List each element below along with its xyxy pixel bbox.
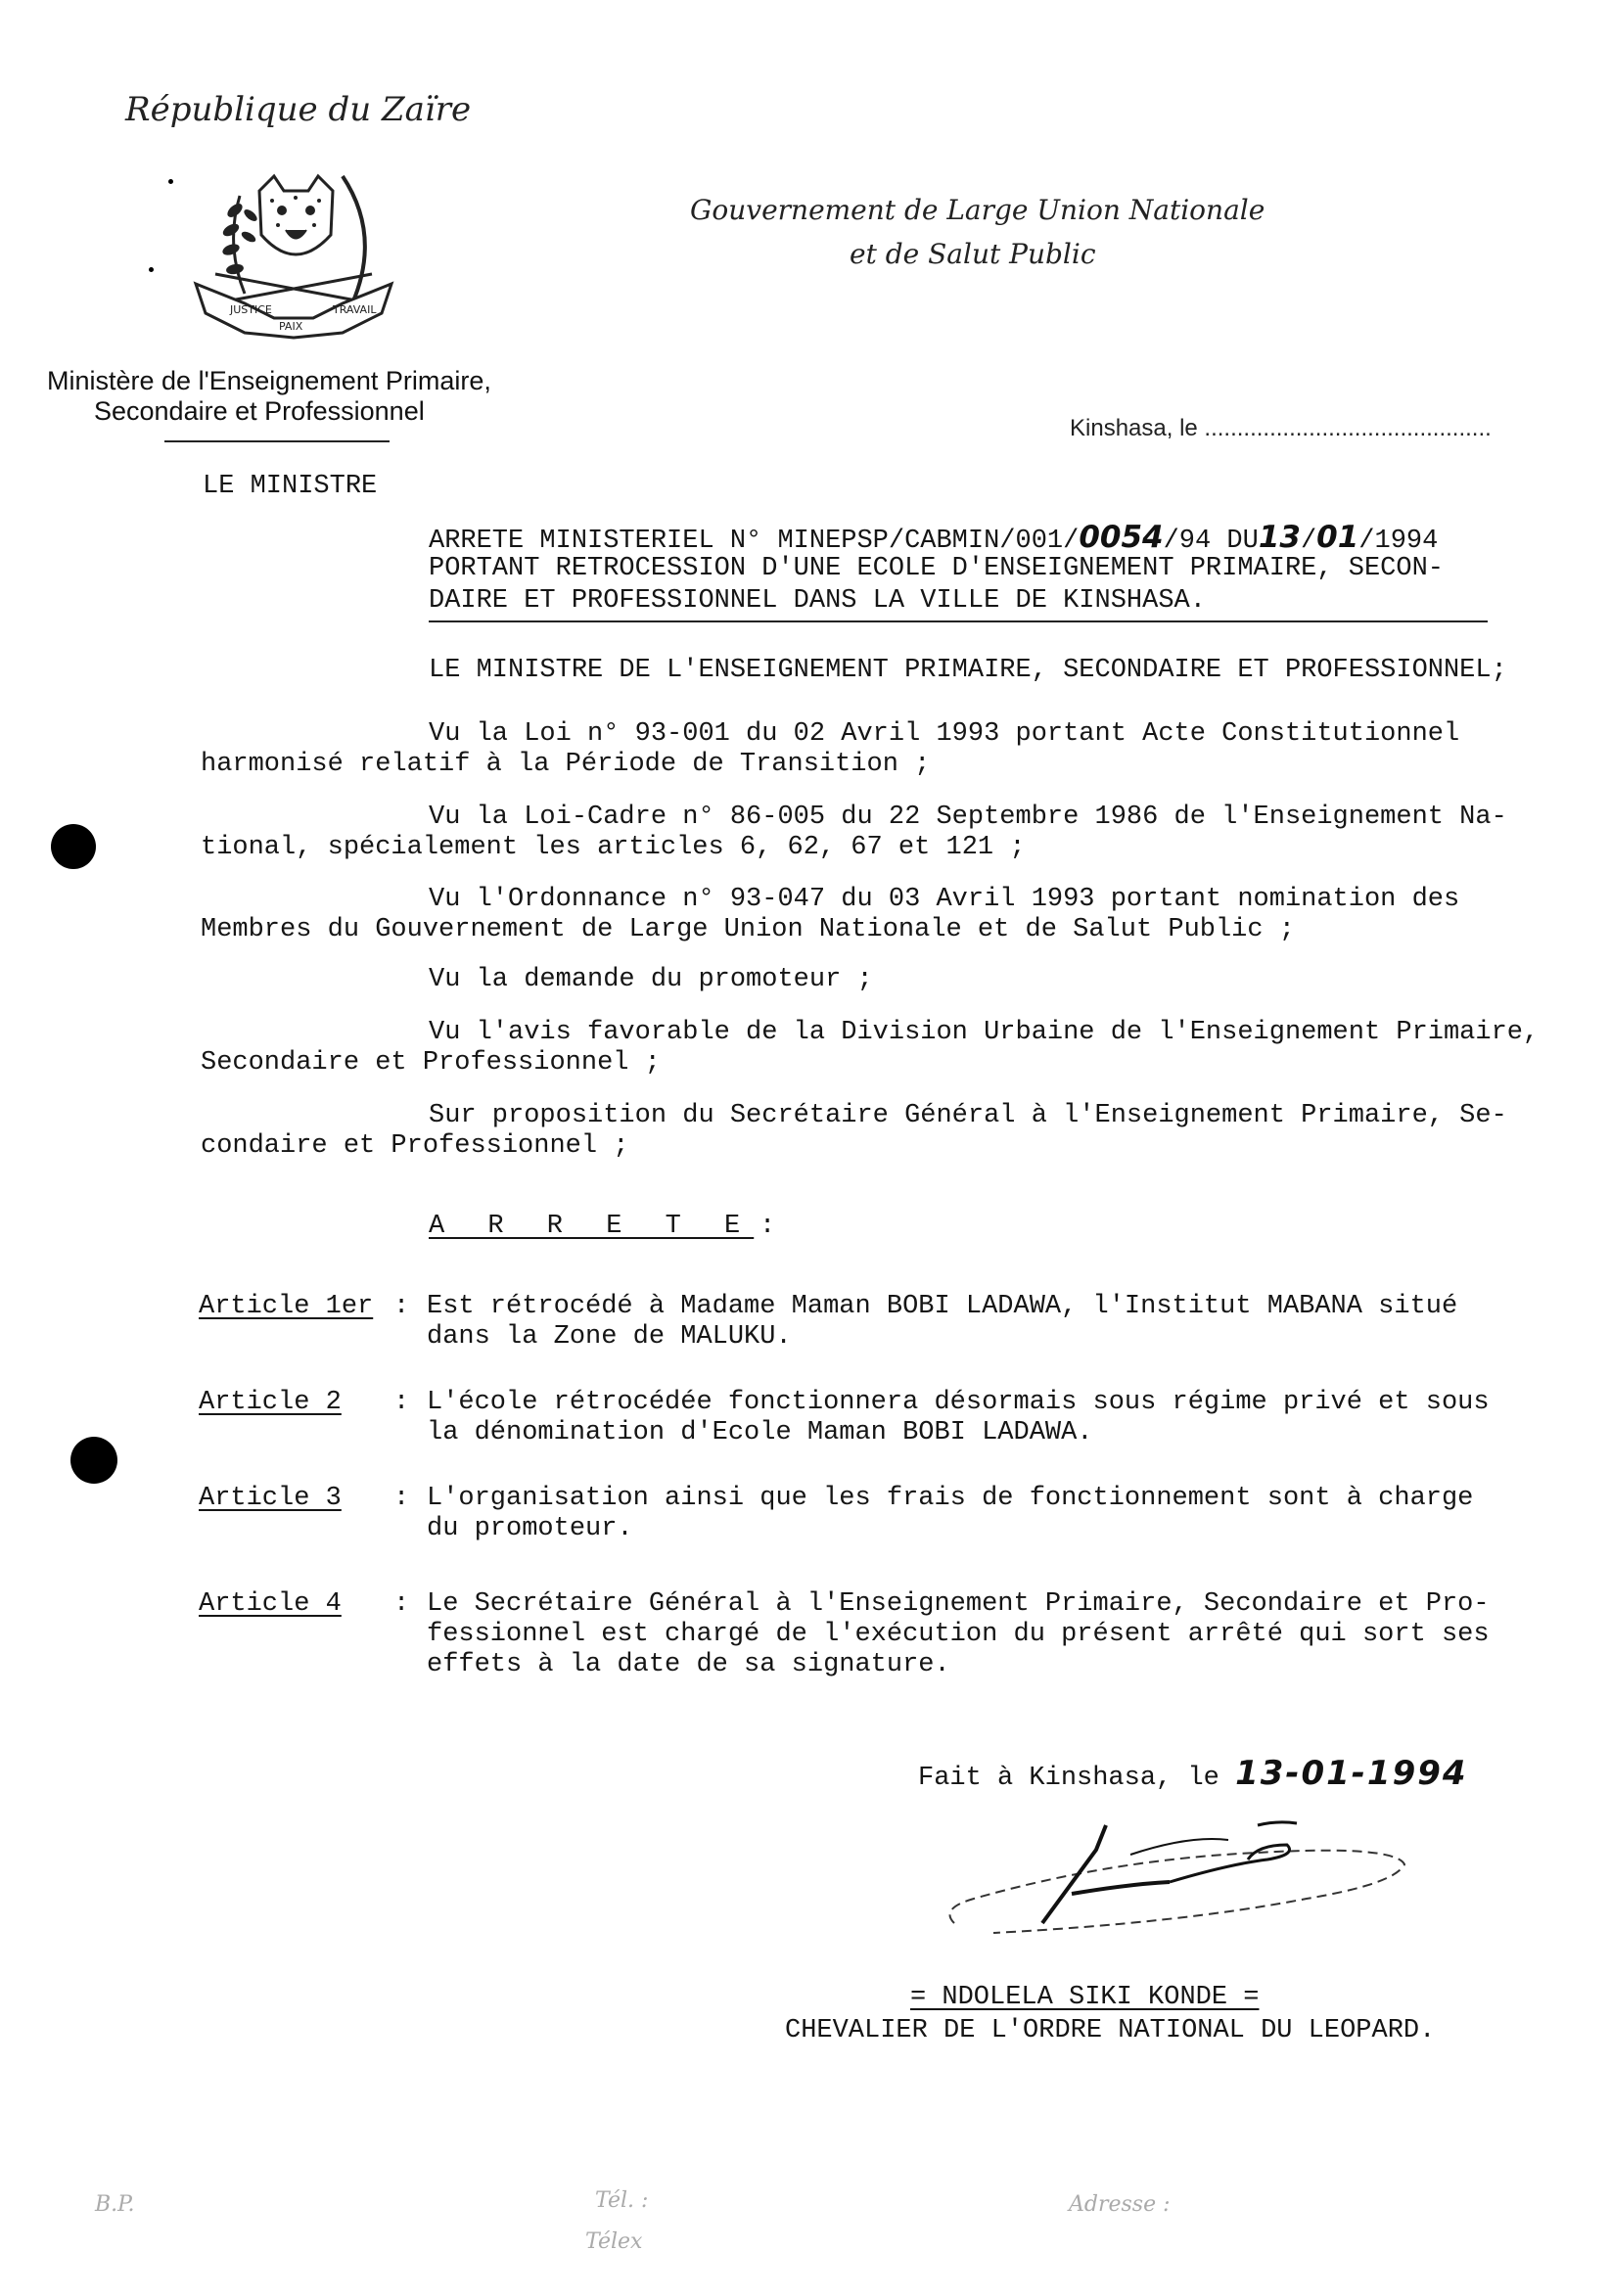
emblem-word-justice: JUSTICE [230,303,272,316]
decree-separator: / [1300,527,1317,556]
decree-year: /1994 [1358,527,1439,556]
consideration-3-line-2: Membres du Gouvernement de Large Union Nationale et de Salut Public ; [201,915,1295,944]
punch-hole-upper [51,824,96,869]
signature-date-handwritten: 13-01-1994 [1235,1754,1468,1793]
article-4 [0,1589,1610,1707]
article-4-line-3: effets à la date de sa signature. [427,1650,950,1679]
consideration-5-line-1: Vu l'avis favorable de la Division Urbaine de l'Enseignement Primaire, [429,1018,1540,1047]
consideration-2-line-1: Vu la Loi-Cadre n° 86-005 du 22 Septembre 1986 de l'Enseignement Na- [429,803,1507,832]
consideration-3-line-1: Vu l'Ordonnance n° 93-047 du 03 Avril 1993 portant nomination des [429,885,1460,914]
article-1-text [427,1292,1523,1353]
decree-month-handwritten: 01 [1316,520,1359,555]
decree-reference-line [429,520,1439,557]
decree-title-line-3: DAIRE ET PROFESSIONNEL DANS LA VILLE DE KINSHASA. [429,586,1206,616]
decree-number-handwritten: 0054 [1079,520,1164,555]
article-3-text [427,1484,1523,1544]
arrete-heading: A R R E T E [429,1212,755,1241]
decree-prefix: ARRETE MINISTERIEL N° MINEPSP/CABMIN/001/ [429,527,1080,556]
article-4-line-1: Le Secrétaire Général à l'Enseignement Primaire, Secondaire et Pro- [427,1589,1490,1619]
consideration-1-line-1: Vu la Loi n° 93-001 du 02 Avril 1993 portant Acte Constitutionnel [429,719,1460,749]
article-4-label: Article 4 [199,1589,342,1619]
footer-tel: Tél. : [595,2188,649,2213]
article-4-text [427,1589,1523,1680]
article-3-line-1: L'organisation ainsi que les frais de fonctionnement sont à charge [427,1484,1474,1513]
article-2-label: Article 2 [199,1388,342,1417]
handwritten-signature [935,1806,1424,1943]
arrete-colon: : [759,1212,776,1241]
article-1-line-2: dans la Zone de MALUKU. [427,1322,792,1352]
article-4-colon: : [393,1589,410,1619]
emblem-word-travail: TRAVAIL [333,303,377,316]
ministry-line-2: Secondaire et Professionnel [94,396,425,426]
article-1-colon: : [393,1292,410,1321]
article-2-line-2: la dénomination d'Ecole Maman BOBI LADAWA. [427,1418,1093,1447]
article-3-label: Article 3 [199,1484,342,1513]
coat-of-arms [186,157,401,343]
article-4-line-2: fessionnel est chargé de l'exécution du présent arrêté qui sort ses [427,1620,1490,1649]
footer-telex: Télex [585,2229,643,2254]
speck-mark [149,267,154,272]
signature-place-date [918,1754,1468,1794]
place-date-line: Kinshasa, le ............................................ [1070,415,1492,441]
article-1-line-1: Est rétrocédé à Madame Maman BOBI LADAWA, l'Institut MABANA situé [427,1292,1458,1321]
ministry-divider [164,440,390,442]
article-3-line-2: du promoteur. [427,1514,633,1543]
fait-a-kinshasa: Fait à Kinshasa, le [918,1764,1219,1793]
article-2-line-1: L'école rétrocédée fonctionnera désormais sous régime privé et sous [427,1388,1490,1417]
decree-title-line-2: PORTANT RETROCESSION D'UNE ECOLE D'ENSEIGNEMENT PRIMAIRE, SECON- [429,554,1444,583]
article-3 [0,1484,1610,1582]
consideration-1-line-2: harmonisé relatif à la Période de Transition ; [201,750,931,779]
decree-day-handwritten: 13 [1258,520,1301,555]
consideration-5-line-2: Secondaire et Professionnel ; [201,1048,661,1078]
punch-hole-lower [70,1437,117,1484]
signature-scribble-icon [935,1806,1424,1943]
signatory-name: = NDOLELA SIKI KONDE = [910,1983,1260,2012]
article-1 [0,1292,1610,1390]
article-3-colon: : [393,1484,410,1513]
government-line-2: et de Salut Public [850,238,1096,270]
consideration-4-line-1: Vu la demande du promoteur ; [429,965,873,994]
article-2-text [427,1388,1523,1448]
article-2 [0,1388,1610,1486]
minister-title-line: LE MINISTRE DE L'ENSEIGNEMENT PRIMAIRE, SECONDAIRE ET PROFESSIONNEL; [429,656,1507,685]
footer-adresse: Adresse : [1069,2192,1171,2217]
republic-heading: République du Zaïre [125,90,472,129]
footer-bp: B.P. [95,2192,135,2217]
le-ministre-heading: LE MINISTRE [203,472,378,501]
article-2-colon: : [393,1388,410,1417]
consideration-6-line-1: Sur proposition du Secrétaire Général à l'Enseignement Primaire, Se- [429,1101,1507,1130]
government-line-1: Gouvernement de Large Union Nationale [690,194,1265,226]
emblem-word-paix: PAIX [279,320,303,333]
consideration-2-line-2: tional, spécialement les articles 6, 62, 67 et 121 ; [201,833,1026,862]
decree-title-underline [429,620,1488,622]
signatory-title: CHEVALIER DE L'ORDRE NATIONAL DU LEOPARD. [785,2016,1436,2045]
ministry-line-1: Ministère de l'Enseignement Primaire, [47,366,491,395]
consideration-6-line-2: condaire et Professionnel ; [201,1131,629,1161]
article-1-label: Article 1er [199,1292,374,1321]
decree-year-du: /94 DU [1163,527,1259,556]
speck-mark [168,179,173,184]
leopard-emblem-icon [186,157,401,343]
